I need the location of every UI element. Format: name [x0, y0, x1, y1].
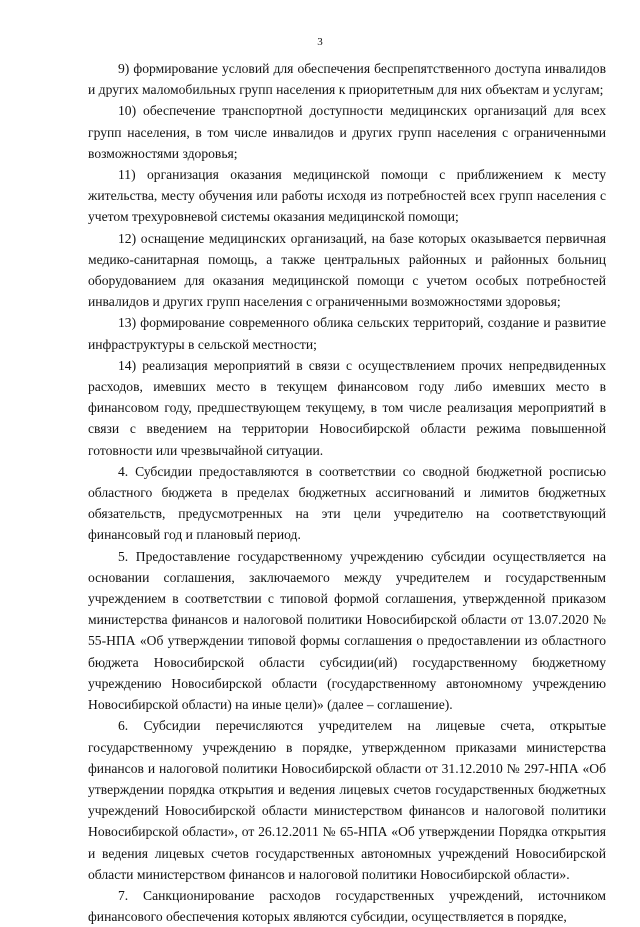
- paragraph-clause-5: 5. Предоставление государственному учреждению субсидии осуществляется на основании соглашения, заключаемого между учредителем и государственным учреждением в соответствии с типовой формой соглашения, утвержденной приказом министерства финансов и налоговой политики Новосибирской области от 13.07.2020 № 55-НПА «Об утверждении типовой формы соглашения о предоставлении из областного бюджета Новосибирской области субсидии(ий) государственному бюджетному учреждению Новосибирской области (государственному автономному учреждению Новосибирской области) на иные цели)» (далее – соглашение).: [88, 548, 606, 713]
- paragraph-item-9: 9) формирование условий для обеспечения беспрепятственного доступа инвалидов и других маломобильных групп населения к приоритетным для них объектам и услугам;: [88, 61, 606, 98]
- paragraph-clause-4: 4. Субсидии предоставляются в соответствии со сводной бюджетной росписью областного бюджета в пределах бюджетных ассигнований и лимитов бюджетных обязательств, предусмотренных на эти цели учредителю на соответствующий финансовый год и плановый период.: [88, 463, 606, 543]
- paragraph-item-11: 11) организация оказания медицинской помощи с приближением к месту жительства, месту обучения или работы исходя из потребностей всех групп населения с учетом трехуровневой системы оказания медицинской помощи;: [88, 167, 606, 225]
- paragraph-clause-6: 6. Субсидии перечисляются учредителем на лицевые счета, открытые государственному учреждению в порядке, утвержденном приказами министерства финансов и налоговой политики Новосибирской области от 31.12.2010 № 297-НПА «Об утверждении порядка открытия и ведения лицевых счетов государственных бюджетных учреждений Новосибирской области министерством финансов и налоговой политики Новосибирской области», от 26.12.2011 № 65-НПА «Об утверждении Порядка открытия и ведения лицевых счетов государственных автономных учреждений Новосибирской области министерством финансов и налоговой политики Новосибирской области».: [88, 718, 606, 882]
- page-number: 3: [317, 36, 323, 48]
- paragraph-item-13: 13) формирование современного облика сельских территорий, создание и развитие инфраструктуры в сельской местности;: [88, 315, 606, 352]
- document-body: [88, 58, 606, 927]
- paragraph-item-12: 12) оснащение медицинских организаций, на базе которых оказывается первичная медико-санитарная помощь, а также центральных районных и районных больниц оборудованием для оказания медицинской помощи с учетом особых потребностей инвалидов и других групп населения с ограниченными возможностями здоровья;: [88, 230, 606, 310]
- paragraph-clause-7: 7. Санкционирование расходов государственных учреждений, источником финансового обеспечения которых являются субсидии, осуществляется в порядке,: [88, 887, 606, 925]
- paragraph-item-10: 10) обеспечение транспортной доступности медицинских организаций для всех групп населения, в том числе инвалидов и других групп населения с ограниченными возможностями здоровья;: [88, 103, 606, 161]
- paragraph-item-14: 14) реализация мероприятий в связи с осуществлением прочих непредвиденных расходов, имевших место в текущем финансовом году либо имевших место в финансовом году, предшествующем текущему, в том числе реализация мероприятий в связи с введением на территории Новосибирской области режима повышенной готовности или чрезвычайной ситуации.: [88, 357, 606, 458]
